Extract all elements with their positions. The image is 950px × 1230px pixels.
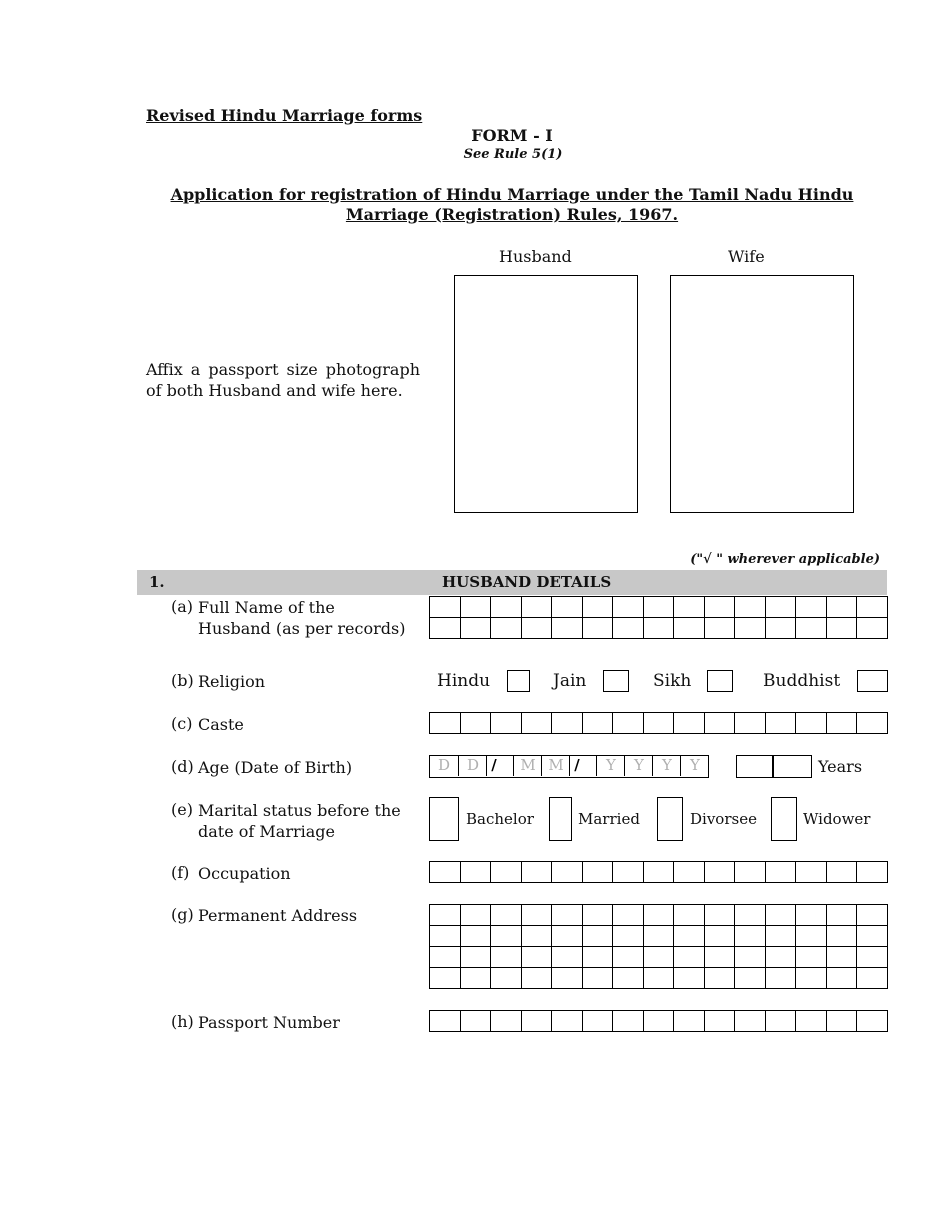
- full-name-cell[interactable]: [857, 597, 888, 618]
- address-cell[interactable]: [491, 947, 522, 968]
- marital-status-label-line1: Marital status before the: [198, 801, 401, 820]
- address-cell[interactable]: [857, 947, 888, 968]
- address-cell[interactable]: [460, 947, 491, 968]
- address-cell[interactable]: [704, 926, 735, 947]
- address-cell[interactable]: [613, 926, 644, 947]
- address-cell[interactable]: [765, 947, 796, 968]
- occupation-cell[interactable]: [704, 862, 735, 883]
- full-name-cell[interactable]: [460, 618, 491, 639]
- marital-widower-label: Widower: [803, 810, 871, 828]
- field-e-letter: (e): [171, 800, 193, 819]
- caste-cell[interactable]: [613, 713, 644, 734]
- religion-buddhist-label: Buddhist: [763, 671, 841, 691]
- full-name-cell[interactable]: [430, 618, 461, 639]
- dob-month-1[interactable]: M: [513, 755, 542, 776]
- age-label: Age (Date of Birth): [198, 758, 353, 777]
- marital-status-label: [198, 800, 401, 842]
- passport-cell[interactable]: [826, 1011, 857, 1032]
- field-f-letter: (f): [171, 863, 190, 882]
- full-name-label: [198, 597, 405, 639]
- caste-grid[interactable]: [429, 712, 888, 734]
- full-name-cell[interactable]: [643, 597, 674, 618]
- field-h-letter: (h): [171, 1012, 194, 1031]
- field-b-letter: (b): [171, 671, 194, 690]
- address-grid[interactable]: [429, 904, 888, 989]
- full-name-cell[interactable]: [491, 597, 522, 618]
- full-name-cell[interactable]: [430, 597, 461, 618]
- dob-year-2[interactable]: Y: [624, 755, 653, 776]
- field-g-letter: (g): [171, 905, 194, 924]
- passport-cell[interactable]: [521, 1011, 552, 1032]
- address-row: [430, 947, 888, 968]
- address-cell[interactable]: [704, 968, 735, 989]
- occupation-cell[interactable]: [796, 862, 827, 883]
- address-cell[interactable]: [521, 905, 552, 926]
- religion-hindu-label: Hindu: [437, 671, 491, 691]
- dob-month-2[interactable]: M: [541, 755, 570, 776]
- caste-cell[interactable]: [735, 713, 766, 734]
- full-name-cell[interactable]: [735, 618, 766, 639]
- marital-married-label: Married: [578, 810, 640, 828]
- caste-cell[interactable]: [857, 713, 888, 734]
- marital-divorsee-checkbox[interactable]: [657, 797, 683, 841]
- address-cell[interactable]: [704, 947, 735, 968]
- marital-bachelor-checkbox[interactable]: [429, 797, 459, 841]
- full-name-cell[interactable]: [613, 618, 644, 639]
- address-row: [430, 905, 888, 926]
- address-cell[interactable]: [552, 947, 583, 968]
- age-years-box-1[interactable]: [736, 755, 774, 778]
- address-cell[interactable]: [613, 968, 644, 989]
- field-d-letter: (d): [171, 757, 194, 776]
- passport-cell[interactable]: [613, 1011, 644, 1032]
- passport-cell[interactable]: [552, 1011, 583, 1032]
- address-cell[interactable]: [643, 947, 674, 968]
- address-cell[interactable]: [765, 926, 796, 947]
- address-cell[interactable]: [521, 926, 552, 947]
- passport-cell[interactable]: [796, 1011, 827, 1032]
- address-cell[interactable]: [582, 905, 613, 926]
- caste-cell[interactable]: [552, 713, 583, 734]
- occupation-cell[interactable]: [643, 862, 674, 883]
- religion-buddhist-checkbox[interactable]: [857, 670, 888, 692]
- section-title: HUSBAND DETAILS: [442, 573, 612, 591]
- address-cell[interactable]: [826, 905, 857, 926]
- caste-cell[interactable]: [704, 713, 735, 734]
- address-cell[interactable]: [582, 968, 613, 989]
- passport-cell[interactable]: [674, 1011, 705, 1032]
- address-cell[interactable]: [491, 926, 522, 947]
- caste-row: [430, 713, 888, 734]
- full-name-cell[interactable]: [491, 618, 522, 639]
- address-cell[interactable]: [796, 905, 827, 926]
- field-c-letter: (c): [171, 714, 193, 733]
- dob-day-1[interactable]: D: [437, 756, 451, 774]
- address-cell[interactable]: [857, 926, 888, 947]
- occupation-cell[interactable]: [582, 862, 613, 883]
- full-name-cell[interactable]: [521, 597, 552, 618]
- full-name-cell[interactable]: [643, 618, 674, 639]
- address-cell[interactable]: [582, 926, 613, 947]
- address-cell[interactable]: [704, 905, 735, 926]
- address-cell[interactable]: [735, 926, 766, 947]
- address-cell[interactable]: [674, 905, 705, 926]
- full-name-cell[interactable]: [460, 597, 491, 618]
- occupation-row: [430, 862, 888, 883]
- passport-cell[interactable]: [643, 1011, 674, 1032]
- address-cell[interactable]: [552, 926, 583, 947]
- address-cell[interactable]: [643, 968, 674, 989]
- full-name-cell[interactable]: [704, 597, 735, 618]
- caste-cell[interactable]: [826, 713, 857, 734]
- address-cell[interactable]: [826, 926, 857, 947]
- revised-forms-heading: Revised Hindu Marriage forms: [146, 106, 423, 125]
- address-cell[interactable]: [460, 926, 491, 947]
- caste-cell[interactable]: [674, 713, 705, 734]
- religion-sikh-checkbox[interactable]: [707, 670, 733, 692]
- caste-cell[interactable]: [430, 713, 461, 734]
- passport-cell[interactable]: [491, 1011, 522, 1032]
- full-name-cell[interactable]: [704, 618, 735, 639]
- full-name-label-line2: Husband (as per records): [198, 619, 406, 638]
- address-cell[interactable]: [826, 947, 857, 968]
- religion-label: Religion: [198, 672, 266, 691]
- age-years-box-2[interactable]: [772, 755, 812, 778]
- address-cell[interactable]: [735, 905, 766, 926]
- address-cell[interactable]: [765, 968, 796, 989]
- address-cell[interactable]: [521, 968, 552, 989]
- full-name-cell[interactable]: [796, 618, 827, 639]
- address-cell[interactable]: [430, 968, 461, 989]
- occupation-cell[interactable]: [765, 862, 796, 883]
- address-cell[interactable]: [582, 947, 613, 968]
- passport-cell[interactable]: [765, 1011, 796, 1032]
- passport-label: Passport Number: [198, 1013, 340, 1032]
- form-title: FORM - I: [471, 126, 553, 145]
- field-a-letter: (a): [171, 597, 194, 616]
- occupation-cell[interactable]: [460, 862, 491, 883]
- address-cell[interactable]: [643, 905, 674, 926]
- full-name-cell[interactable]: [796, 597, 827, 618]
- years-label: Years: [818, 757, 863, 776]
- passport-row: [430, 1011, 888, 1032]
- full-name-cell[interactable]: [552, 597, 583, 618]
- dob-separator-1: /: [486, 755, 501, 776]
- photo-instruction: Affix a passport size photograph of both Husband and wife here.: [146, 360, 420, 400]
- caste-cell[interactable]: [765, 713, 796, 734]
- occupation-label: Occupation: [198, 864, 291, 883]
- address-cell[interactable]: [796, 947, 827, 968]
- full-name-cell[interactable]: [674, 597, 705, 618]
- caste-label: Caste: [198, 715, 244, 734]
- dob-year-1[interactable]: Y: [596, 755, 625, 776]
- dob-separator-2: /: [569, 755, 584, 776]
- occupation-cell[interactable]: [674, 862, 705, 883]
- address-cell[interactable]: [826, 968, 857, 989]
- full-name-label-line1: Full Name of the: [198, 598, 335, 617]
- dob-year-4[interactable]: Y: [680, 755, 709, 776]
- address-cell[interactable]: [613, 905, 644, 926]
- address-cell[interactable]: [796, 968, 827, 989]
- marital-married-checkbox[interactable]: [549, 797, 572, 841]
- address-cell[interactable]: [674, 926, 705, 947]
- address-cell[interactable]: [857, 968, 888, 989]
- full-name-cell[interactable]: [735, 597, 766, 618]
- caste-cell[interactable]: [521, 713, 552, 734]
- passport-cell[interactable]: [430, 1011, 461, 1032]
- passport-cell[interactable]: [460, 1011, 491, 1032]
- passport-cell[interactable]: [582, 1011, 613, 1032]
- marital-widower-checkbox[interactable]: [771, 797, 797, 841]
- section-number: 1.: [149, 573, 165, 591]
- religion-jain-checkbox[interactable]: [603, 670, 629, 692]
- address-cell[interactable]: [460, 968, 491, 989]
- address-cell[interactable]: [674, 947, 705, 968]
- caste-cell[interactable]: [643, 713, 674, 734]
- full-name-cell[interactable]: [765, 618, 796, 639]
- tick-note: ("√ " wherever applicable): [690, 552, 880, 567]
- address-label: Permanent Address: [198, 906, 358, 925]
- caste-cell[interactable]: [582, 713, 613, 734]
- address-cell[interactable]: [674, 968, 705, 989]
- wife-photo-label: Wife: [728, 247, 765, 266]
- occupation-grid[interactable]: [429, 861, 888, 883]
- occupation-cell[interactable]: [613, 862, 644, 883]
- application-title: Application for registration of Hindu Marriage under the Tamil Nadu Hindu Marriage (Registration) Rules, 1967.: [170, 185, 854, 224]
- marital-bachelor-label: Bachelor: [466, 810, 534, 828]
- occupation-cell[interactable]: [826, 862, 857, 883]
- full-name-cell[interactable]: [552, 618, 583, 639]
- religion-jain-label: Jain: [553, 671, 587, 691]
- address-row: [430, 968, 888, 989]
- rule-reference: See Rule 5(1): [463, 147, 563, 162]
- full-name-cell[interactable]: [613, 597, 644, 618]
- passport-cell[interactable]: [857, 1011, 888, 1032]
- full-name-cell[interactable]: [826, 597, 857, 618]
- occupation-cell[interactable]: [857, 862, 888, 883]
- passport-grid[interactable]: [429, 1010, 888, 1032]
- address-cell[interactable]: [796, 926, 827, 947]
- address-cell[interactable]: [735, 968, 766, 989]
- religion-hindu-checkbox[interactable]: [507, 670, 530, 692]
- occupation-cell[interactable]: [735, 862, 766, 883]
- caste-cell[interactable]: [491, 713, 522, 734]
- full-name-cell[interactable]: [857, 618, 888, 639]
- full-name-row: [430, 597, 888, 618]
- address-cell[interactable]: [765, 905, 796, 926]
- full-name-grid[interactable]: [429, 596, 888, 639]
- dob-day-2[interactable]: D: [458, 755, 487, 776]
- religion-sikh-label: Sikh: [653, 671, 692, 691]
- wife-photo-box[interactable]: [670, 275, 854, 513]
- address-cell[interactable]: [430, 926, 461, 947]
- passport-cell[interactable]: [704, 1011, 735, 1032]
- full-name-cell[interactable]: [521, 618, 552, 639]
- caste-cell[interactable]: [460, 713, 491, 734]
- passport-cell[interactable]: [735, 1011, 766, 1032]
- address-cell[interactable]: [735, 947, 766, 968]
- address-row: [430, 926, 888, 947]
- caste-cell[interactable]: [796, 713, 827, 734]
- occupation-cell[interactable]: [430, 862, 461, 883]
- address-cell[interactable]: [491, 968, 522, 989]
- address-cell[interactable]: [430, 947, 461, 968]
- address-cell[interactable]: [460, 905, 491, 926]
- full-name-cell[interactable]: [674, 618, 705, 639]
- address-cell[interactable]: [613, 947, 644, 968]
- marital-status-label-line2: date of Marriage: [198, 822, 335, 841]
- address-cell[interactable]: [491, 905, 522, 926]
- address-cell[interactable]: [857, 905, 888, 926]
- husband-photo-label: Husband: [499, 247, 572, 266]
- address-cell[interactable]: [521, 947, 552, 968]
- full-name-row: [430, 618, 888, 639]
- full-name-cell[interactable]: [582, 597, 613, 618]
- husband-photo-box[interactable]: [454, 275, 638, 513]
- address-cell[interactable]: [552, 968, 583, 989]
- full-name-cell[interactable]: [826, 618, 857, 639]
- full-name-cell[interactable]: [765, 597, 796, 618]
- occupation-cell[interactable]: [491, 862, 522, 883]
- occupation-cell[interactable]: [552, 862, 583, 883]
- dob-year-3[interactable]: Y: [652, 755, 681, 776]
- address-cell[interactable]: [643, 926, 674, 947]
- full-name-cell[interactable]: [582, 618, 613, 639]
- marital-divorsee-label: Divorsee: [690, 810, 757, 828]
- address-cell[interactable]: [430, 905, 461, 926]
- occupation-cell[interactable]: [521, 862, 552, 883]
- address-cell[interactable]: [552, 905, 583, 926]
